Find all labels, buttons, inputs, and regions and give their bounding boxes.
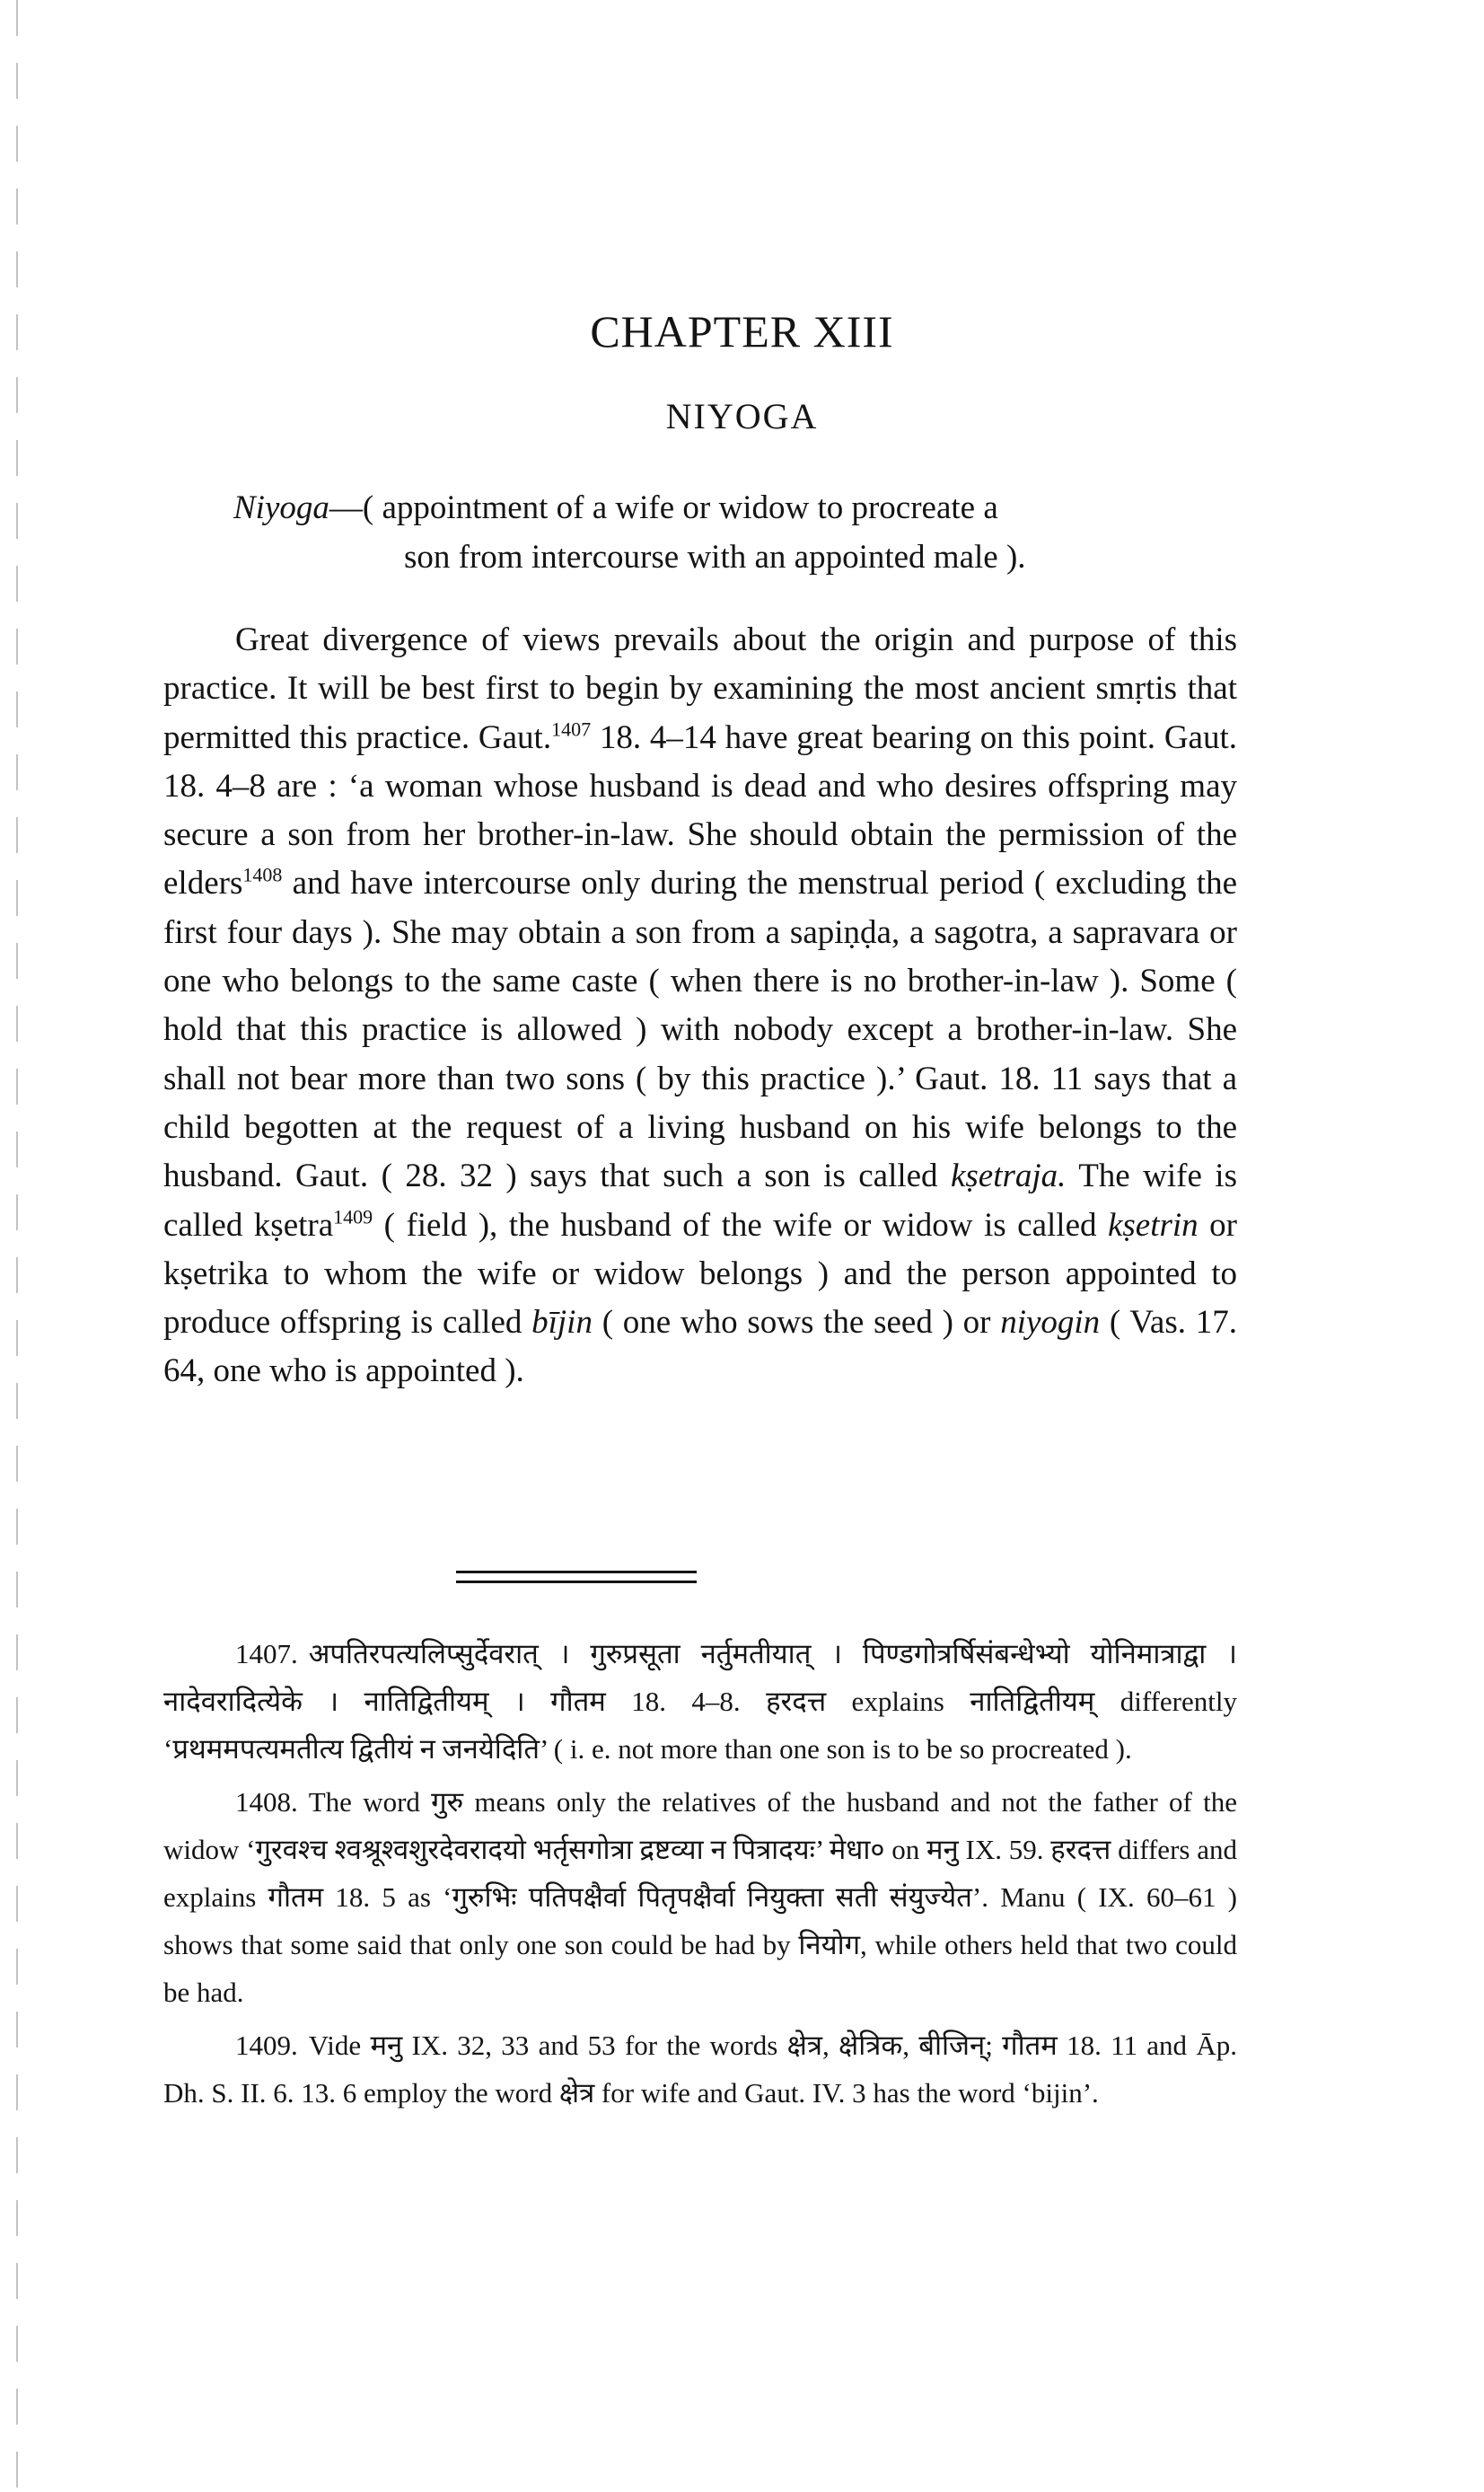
footnote-text: The word गुरु means only the relatives of the husband and not the father of the widow ‘गुरवश्च श्वश्रूश्वशुरदेवरादयो भर्तृसगोत्रा द्रष्टव्या न पित्रादयः’ मेधा० on मनु IX. 59. हरदत्त differs and explains गौतम 18. 5 as ‘गुरुभिः पतिपक्षैर्वा पितृपक्षैर्वा नियुक्ता सती संयुज्येत’. Manu ( IX. 60–61 ) shows that some said that only one son could be had by नियोग, while others held that two could be had. <box>163 1786 1237 2008</box>
text-run: ( Vas. 17. 64, one who is appointed ). <box>163 1304 1237 1390</box>
footnote-1407 <box>163 1630 1237 1773</box>
footnote-1409 <box>163 2021 1237 2117</box>
definition-term: Niyoga <box>233 489 329 526</box>
footnote-separator-rule <box>456 1571 697 1573</box>
text-run: 18. 4–14 have great bearing on this point. Gaut. 18. 4–8 are : ‘a woman whose husband is dead and who desires offspring may secure a son from her brother-in-law. She should obtain the permission of the elders <box>163 718 1237 903</box>
footnote-1408 <box>163 1778 1237 2016</box>
text-run: ( one who sows the seed ) or <box>592 1304 1001 1342</box>
definition-line-2: son from intercourse with an appointed male ). <box>404 539 1026 576</box>
footnotes-section <box>163 1630 1237 2122</box>
italic-term: kṣetrin <box>1107 1206 1199 1244</box>
footnote-ref-1407: 1407 <box>551 718 592 741</box>
footnote-number: 1409. <box>235 2030 298 2061</box>
footnote-number: 1407. <box>235 1638 298 1669</box>
chapter-subtitle: NIYOGA <box>665 396 819 436</box>
footnote-text: Vide मनु IX. 32, 33 and 53 for the words क्षेत्र, क्षेत्रिक, बीजिन्; गौतम 18. 11 and Āp. Dh. S. II. 6. 13. 6 employ the word क्षेत्र for wife and Gaut. IV. 3 has the word ‘bijin’. <box>163 2030 1237 2109</box>
paragraph <box>163 616 1237 1396</box>
text-run: Great divergence of views prevails about the origin and purpose of this practice. It will be best first to begin by examining the most ancient smṛtis that permitted this practice. Gaut. <box>163 621 1237 756</box>
footnote-number: 1408. <box>235 1786 298 1818</box>
text-run: The wife is called kṣetra <box>163 1158 1237 1244</box>
text-run: or kṣetrika to whom the wife or widow belongs ) and the person appointed to produce offspring is called <box>163 1206 1237 1342</box>
italic-term: niyogin <box>1000 1304 1101 1342</box>
footnote-ref-1409: 1409 <box>333 1205 373 1228</box>
italic-term: bījin <box>531 1304 593 1342</box>
definition-line-1: —( appointment of a wife or widow to procreate a <box>329 489 998 526</box>
footnote-text: अपतिरपत्यलिप्सुर्देवरात् । गुरुप्रसूता नर्तुमतीयात् । पिण्डगोत्रर्षिसंबन्धेभ्यो योनिमात्राद्वा । नादेवरादित्येके । नातिद्वितीयम् । गौतम 18. 4–8. हरदत्त explains नातिद्वितीयम् differently ‘प्रथममपत्यमतीत्य द्वितीयं न जनयेदिति’ ( i. e. not more than one son is to be so procreated ). <box>163 1638 1237 1765</box>
footnote-ref-1408: 1408 <box>242 864 283 887</box>
text-run: ( field ), the husband of the wife or widow is called <box>373 1206 1108 1244</box>
page-edge-shadow <box>16 0 18 2492</box>
main-paragraph <box>163 616 1237 1396</box>
footnote-separator-rule <box>456 1581 697 1583</box>
definition-block <box>233 483 1239 582</box>
chapter-title: CHAPTER XIII <box>590 306 894 357</box>
text-run: and have intercourse only during the menstrual period ( excluding the first four days ). She may obtain a son from a sapiṇḍa, a sagotra, a sapravara or one who belongs to the same caste ( when there is no brother-in-law ). Some ( hold that this practice is allowed ) with nobody except a brother-in-law. She shall not bear more than two sons ( by this practice ).’ Gaut. 18. 11 says that a child begotten at the request of a living husband on his wife belongs to the husband. Gaut. ( 28. 32 ) says that such a son is called <box>163 865 1237 1195</box>
italic-term: kṣetraja. <box>950 1158 1067 1195</box>
